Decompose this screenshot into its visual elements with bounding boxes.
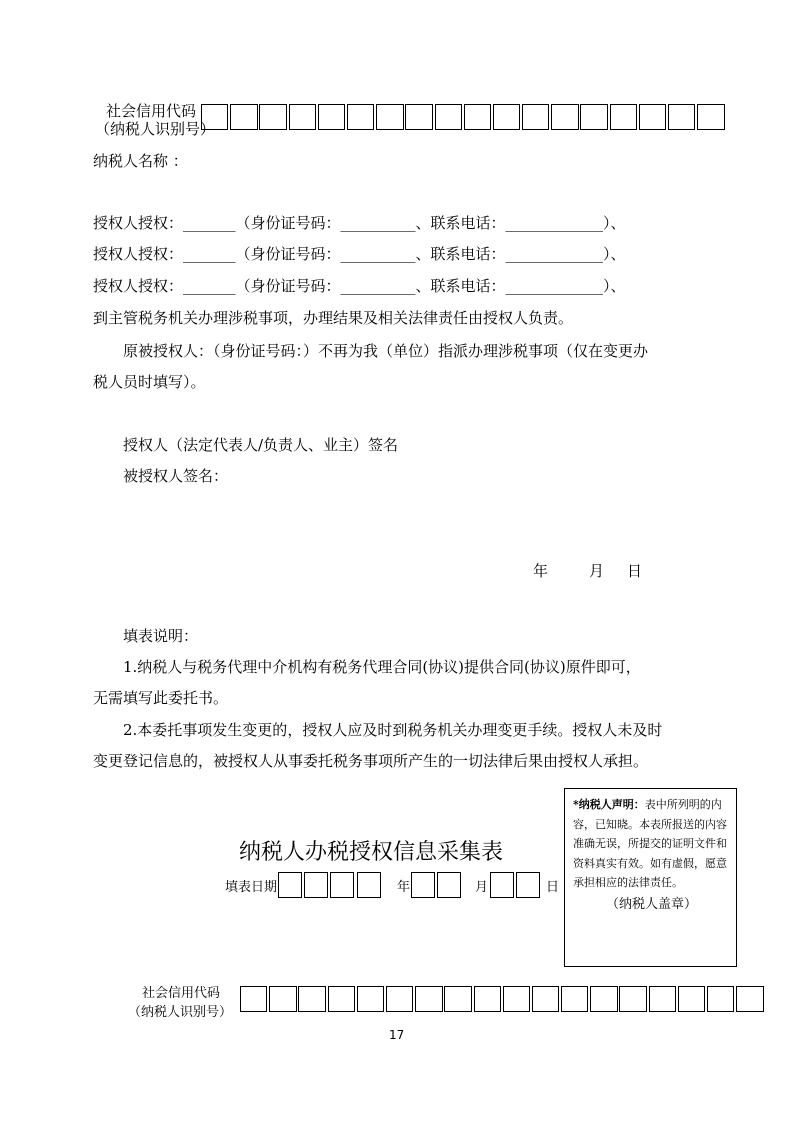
authorization-line-2[interactable]: 授权人授权：_______（身份证号码：__________、联系电话：_____________）、 <box>93 245 626 263</box>
fill-date-label: 填表日期 <box>225 880 278 895</box>
code-digit-box[interactable] <box>639 104 666 130</box>
taxpayer-name-label: 纳税人名称 ： <box>93 152 188 170</box>
authorization-line-3[interactable]: 授权人授权：_______（身份证号码：__________、联系电话：_____________）、 <box>93 277 626 295</box>
instructions-heading: 填表说明： <box>123 627 199 645</box>
code-digit-box[interactable] <box>386 986 413 1012</box>
month-digit-box[interactable] <box>437 872 461 898</box>
code-digit-box[interactable] <box>551 104 578 130</box>
code-digit-box[interactable] <box>298 986 325 1012</box>
code-digit-box[interactable] <box>561 986 588 1012</box>
authorized-signature-label: 被授权人签名： <box>123 467 229 485</box>
code-digit-box[interactable] <box>328 986 355 1012</box>
code-digit-box[interactable] <box>289 104 316 130</box>
declaration-body: 表中所列明的内容，已知晓。本表所报送的内容准确无误，所提交的证明文件和资料真实有效。如有虚假，愿意承担相应的法律责任。 <box>573 798 727 889</box>
code-digit-box[interactable] <box>259 104 286 130</box>
code-digit-box[interactable] <box>435 104 462 130</box>
code-digit-box[interactable] <box>697 104 724 130</box>
code-digit-box[interactable] <box>318 104 345 130</box>
signature-day-label: 日 <box>627 562 643 580</box>
code-digit-box[interactable] <box>201 104 228 130</box>
code-digit-box[interactable] <box>347 104 374 130</box>
code-digit-box[interactable] <box>580 104 607 130</box>
date-month-boxes[interactable] <box>411 872 463 898</box>
code-digit-box[interactable] <box>668 104 695 130</box>
authorizer-signature-label: 授权人（法定代表人/负责人、业主）签名 <box>123 436 399 454</box>
year-digit-box[interactable] <box>357 872 381 898</box>
bottom-credit-code-label: 社会信用代码 <box>142 986 221 1001</box>
code-digit-box[interactable] <box>357 986 384 1012</box>
year-digit-box[interactable] <box>330 872 354 898</box>
code-digit-box[interactable] <box>610 104 637 130</box>
authorization-scope-text: 到主管税务机关办理涉税事项，办理结果及相关法律责任由授权人负责。 <box>93 309 574 327</box>
date-year-boxes[interactable] <box>278 872 383 898</box>
code-digit-box[interactable] <box>230 104 257 130</box>
code-digit-box[interactable] <box>619 986 646 1012</box>
code-digit-box[interactable] <box>503 986 530 1012</box>
month-digit-box[interactable] <box>411 872 435 898</box>
code-digit-box[interactable] <box>376 104 403 130</box>
code-digit-box[interactable] <box>678 986 705 1012</box>
taxpayer-declaration-box <box>564 788 737 967</box>
code-digit-box[interactable] <box>405 104 432 130</box>
taxpayer-id-label: （纳税人识别号） <box>95 120 216 138</box>
instruction-1-line-1: 1.纳税人与税务代理中介机构有税务代理合同(协议)提供合同(协议)原件即可， <box>123 658 641 676</box>
year-digit-box[interactable] <box>304 872 328 898</box>
code-digit-box[interactable] <box>590 986 617 1012</box>
page-number: 17 <box>389 1028 405 1042</box>
credit-code-label: 社会信用代码 <box>106 102 197 120</box>
instruction-2-line-2: 变更登记信息的，被授权人从事委托税务事项所产生的一切法律后果由授权人承担。 <box>93 752 649 770</box>
day-digit-box[interactable] <box>516 872 540 898</box>
instruction-1-line-2: 无需填写此委托书。 <box>93 689 229 707</box>
date-year-label: 年 <box>397 880 411 895</box>
signature-year-label: 年 <box>533 562 549 580</box>
authorization-line-1[interactable]: 授权人授权：_______（身份证号码：__________、联系电话：_____________）、 <box>93 214 626 232</box>
date-day-label: 日 <box>546 880 560 895</box>
date-day-boxes[interactable] <box>490 872 542 898</box>
code-digit-box[interactable] <box>474 986 501 1012</box>
code-digit-box[interactable] <box>532 986 559 1012</box>
code-digit-box[interactable] <box>707 986 734 1012</box>
code-digit-box[interactable] <box>444 986 471 1012</box>
code-digit-box[interactable] <box>415 986 442 1012</box>
code-digit-box[interactable] <box>493 104 520 130</box>
former-authorized-line-1: 原被授权人：（身份证号码：）不再为我（单位）指派办理涉税事项（仅在变更办 <box>123 342 649 360</box>
year-digit-box[interactable] <box>278 872 302 898</box>
date-month-label: 月 <box>475 880 489 895</box>
code-digit-box[interactable] <box>269 986 296 1012</box>
code-digit-box[interactable] <box>240 986 267 1012</box>
code-digit-box[interactable] <box>522 104 549 130</box>
signature-month-label: 月 <box>589 562 605 580</box>
code-digit-box[interactable] <box>736 986 763 1012</box>
former-authorized-line-2: 税人员时填写）。 <box>93 373 206 391</box>
code-digit-box[interactable] <box>649 986 676 1012</box>
form-title: 纳税人办税授权信息采集表 <box>239 840 504 865</box>
code-digit-box[interactable] <box>464 104 491 130</box>
declaration-heading: *纳税人声明： <box>573 798 645 811</box>
bottom-taxpayer-id-label: （纳税人识别号） <box>128 1005 233 1020</box>
day-digit-box[interactable] <box>490 872 514 898</box>
credit-code-boxes-top[interactable] <box>201 104 726 130</box>
instruction-2-line-1: 2.本委托事项发生变更的，授权人应及时到税务机关办理变更手续。授权人未及时 <box>123 721 663 739</box>
credit-code-boxes-bottom[interactable] <box>240 986 765 1012</box>
taxpayer-stamp-label: （纳税人盖章） <box>605 896 697 912</box>
